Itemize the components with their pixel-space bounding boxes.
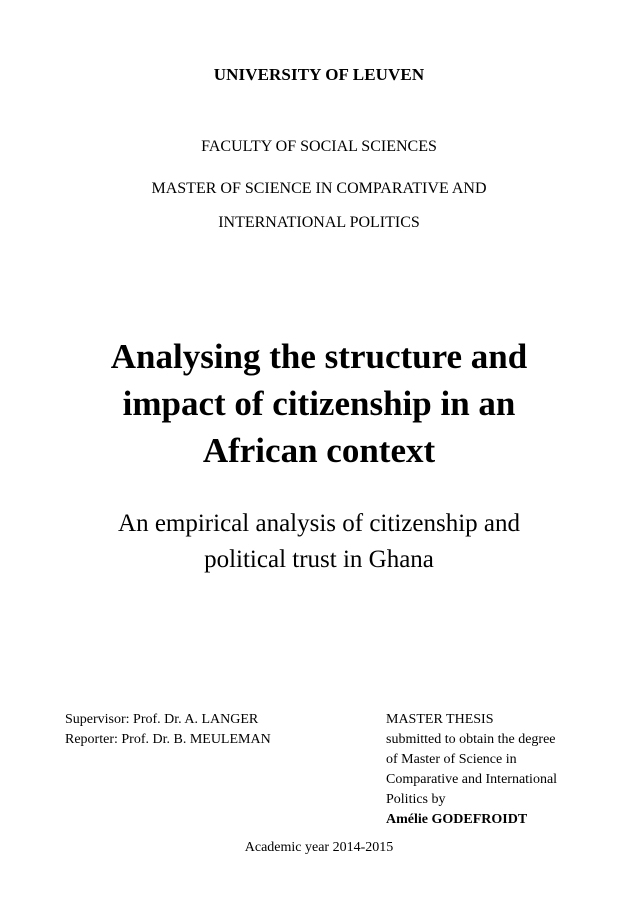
author-name: Amélie GODEFROIDT <box>386 812 528 827</box>
program-line-2: INTERNATIONAL POLITICS <box>218 214 420 231</box>
thesis-title-line-3: African context <box>202 431 436 470</box>
program-name <box>0 172 638 240</box>
thesis-title-line-2: impact of citizenship in an <box>122 384 516 423</box>
academic-year: Academic year 2014-2015 <box>244 840 394 855</box>
supervision-block <box>65 710 271 750</box>
thesis-description-line-3: Comparative and International <box>386 772 558 787</box>
thesis-description-line-4: Politics by <box>386 792 446 807</box>
thesis-subtitle-line-2: political trust in Ghana <box>204 546 434 573</box>
thesis-description-line-2: of Master of Science in <box>386 752 517 767</box>
supervisor: Supervisor: Prof. Dr. A. LANGER <box>65 712 259 727</box>
university-name: UNIVERSITY OF LEUVEN <box>213 65 425 84</box>
thesis-title-line-1: Analysing the structure and <box>110 337 528 376</box>
thesis-title <box>0 333 638 474</box>
reporter: Reporter: Prof. Dr. B. MEULEMAN <box>65 732 271 747</box>
thesis-subtitle <box>0 506 638 578</box>
thesis-type: MASTER THESIS <box>386 712 494 727</box>
thesis-info-block <box>386 710 557 830</box>
faculty-name: FACULTY OF SOCIAL SCIENCES <box>201 138 437 155</box>
thesis-description-line-1: submitted to obtain the degree <box>386 732 556 747</box>
thesis-subtitle-line-1: An empirical analysis of citizenship and <box>118 510 520 537</box>
program-line-1: MASTER OF SCIENCE IN COMPARATIVE AND <box>151 180 487 197</box>
